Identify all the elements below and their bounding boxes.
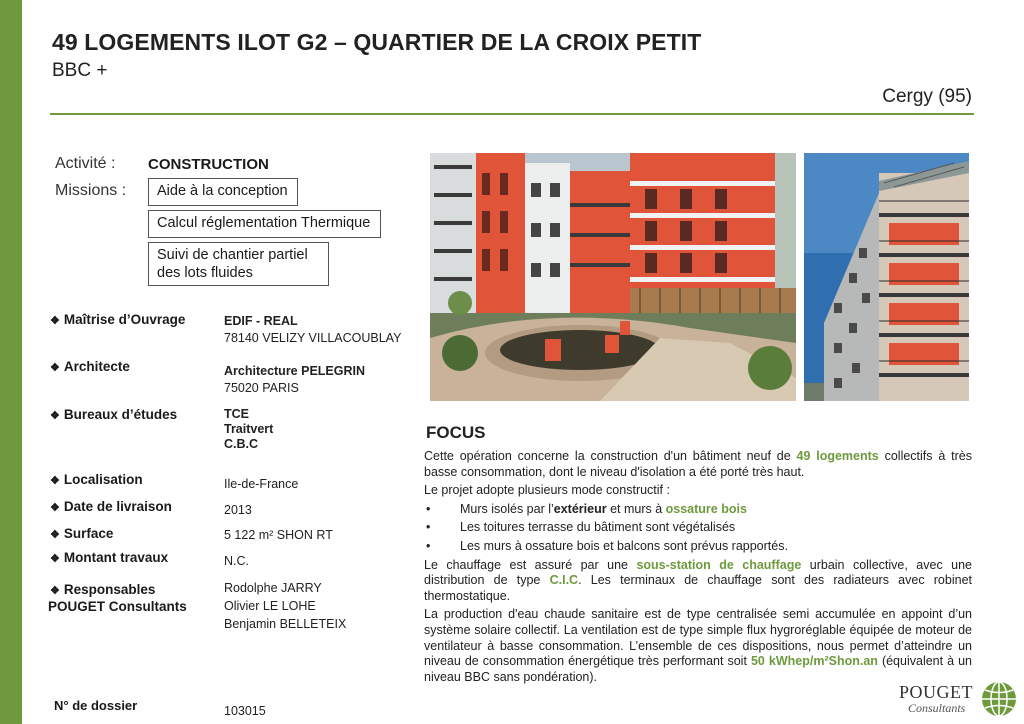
mission-box-chantier [148, 242, 329, 286]
architecte-address: 75020 PARIS [224, 381, 299, 395]
bureau-item: TCE [224, 407, 249, 421]
montant-value: N.C. [224, 554, 249, 568]
bureaux-label: ❖ Bureaux d’études [50, 407, 178, 422]
balconies-photo [804, 153, 969, 401]
focus-bullet-list [424, 502, 972, 555]
highlight-logements: 49 logements [796, 449, 879, 463]
localisation-value: Ile-de-France [224, 477, 299, 491]
diamond-bullet-icon: ❖ [50, 553, 60, 565]
mission-item: Calcul réglementation Thermique [157, 215, 371, 231]
mission-box-conception [148, 178, 298, 206]
project-city: Cergy (95) [882, 86, 972, 107]
mission-item: Aide à la conception [157, 183, 288, 199]
mission-item: Suivi de chantier partiel [157, 247, 308, 263]
highlight-ossature: ossature bois [665, 501, 747, 516]
missions-label: Missions : [55, 182, 127, 199]
localisation-label: ❖ Localisation [50, 472, 143, 487]
list-item: • Murs isolés par l’extérieur et murs à ossature bois [424, 502, 972, 518]
bureau-item: Traitvert [224, 422, 274, 436]
list-item: • Les murs à ossature bois et balcons sont prévus rapportés. [424, 539, 972, 555]
focus-heading: FOCUS [426, 423, 486, 442]
header-divider [50, 113, 974, 115]
responsable-name: Olivier LE LOHE [224, 599, 316, 613]
architecte-name: Architecture PELEGRIN [224, 364, 366, 378]
highlight-cic: C.I.C [549, 573, 579, 588]
activity-value: CONSTRUCTION [148, 156, 269, 173]
diamond-bullet-icon: ❖ [50, 502, 60, 514]
dossier-value: 103015 [224, 704, 266, 718]
green-sidebar-band [0, 0, 22, 724]
responsables-values [224, 579, 346, 633]
bureau-item: C.B.C [224, 437, 259, 451]
surface-label: ❖ Surface [50, 526, 114, 541]
montant-label: ❖ Montant travaux [50, 550, 169, 565]
logo-main-text: POUGET [899, 682, 973, 702]
courtyard-photo [430, 153, 796, 401]
list-item: • Les toitures terrasse du bâtiment sont végétalisés [424, 520, 972, 536]
diamond-bullet-icon: ❖ [50, 315, 60, 327]
pouget-logo [896, 678, 1020, 722]
globe-icon [980, 680, 1018, 718]
focus-paragraph-chauffage: Le chauffage est assuré par une sous-station de chauffage urbain collective, avec une distribution de type C.I.C. Les terminaux de chauffage sont des radiateurs avec robinet thermostatique. [424, 557, 973, 603]
livraison-label: ❖ Date de livraison [50, 499, 172, 514]
diamond-bullet-icon: ❖ [50, 410, 60, 422]
mission-box-thermique [148, 210, 381, 238]
highlight-consommation: 50 kWhep/m²Shon.an [750, 654, 878, 669]
diamond-bullet-icon: ❖ [50, 475, 60, 487]
responsable-name: Rodolphe JARRY [224, 581, 322, 595]
logo-sub-text: Consultants [908, 701, 966, 715]
diamond-bullet-icon: ❖ [50, 585, 60, 597]
diamond-bullet-icon: ❖ [50, 362, 60, 374]
dossier-label: N° de dossier [54, 698, 138, 713]
bureaux-values [224, 407, 273, 452]
diamond-bullet-icon: ❖ [50, 529, 60, 541]
highlight-sous-station: sous-station de chauffage [636, 557, 802, 572]
page-subtitle: BBC + [52, 60, 108, 81]
surface-value: 5 122 m² SHON RT [224, 528, 333, 542]
mission-item: des lots fluides [157, 265, 253, 281]
activity-label: Activité : [55, 155, 116, 172]
focus-paragraph-modes: Le projet adopte plusieurs mode constructif : [424, 483, 670, 498]
maitrise-address: 78140 VELIZY VILLACOUBLAY [224, 331, 402, 345]
focus-text [424, 449, 972, 688]
focus-paragraph-ecs: La production d'eau chaude sanitaire est de type centralisée semi accumulée en appoint d’un système solaire collectif. La ventilation est de type simple flux hygroréglable équipée de moteur de ventilateur à basse consommation. L’ensemble de ces dispositions, nous permet d’atteindre un niveau de consommation énergétique très performant soit 50 kWhep/m²Shon.an (équivalent à un niveau BBC sans pondération). [424, 607, 972, 684]
responsable-name: Benjamin BELLETEIX [224, 617, 347, 631]
maitrise-label: ❖ Maîtrise d’Ouvrage [50, 312, 186, 327]
maitrise-name: EDIF - REAL [224, 314, 298, 328]
focus-paragraph-intro: Cette opération concerne la construction d'un bâtiment neuf de 49 logements collectifs à très basse consommation, dont le niveau d'isolation a été porté très haut. [424, 449, 972, 479]
livraison-value: 2013 [224, 503, 252, 517]
page-title: 49 LOGEMENTS ILOT G2 – QUARTIER DE LA CROIX PETIT [52, 29, 702, 55]
architecte-label: ❖ Architecte [50, 359, 130, 374]
responsables-label: ❖ Responsables POUGET Consultants [48, 582, 187, 614]
